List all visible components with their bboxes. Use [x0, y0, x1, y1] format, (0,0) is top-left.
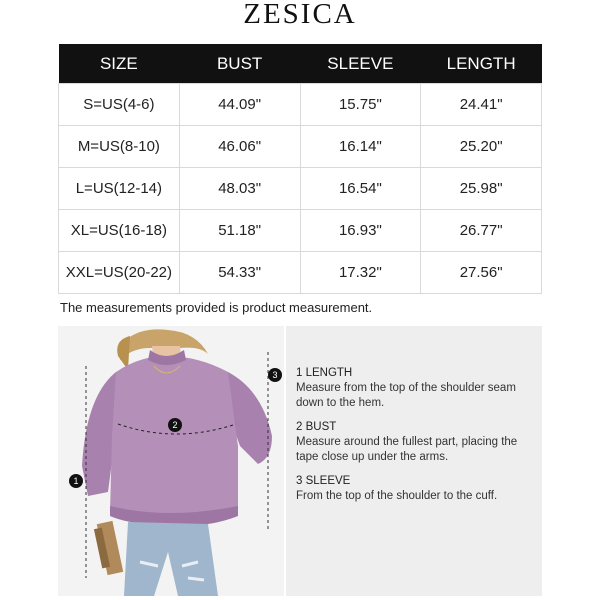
- cell-size: XXL=US(20-22): [59, 252, 180, 294]
- marker-1: 1: [69, 474, 83, 488]
- instruction-title: 3 SLEEVE: [296, 475, 351, 487]
- header-length: LENGTH: [421, 44, 542, 84]
- instruction-title: 2 BUST: [296, 421, 337, 433]
- cell-size: L=US(12-14): [59, 168, 180, 210]
- measurement-note: The measurements provided is product measurement.: [60, 300, 373, 315]
- cell-bust: 54.33": [179, 252, 300, 294]
- table-row: [59, 252, 542, 294]
- cell-sleeve: 17.32": [300, 252, 421, 294]
- cell-bust: 48.03": [179, 168, 300, 210]
- instructions-panel: [286, 326, 542, 596]
- table-row: [59, 168, 542, 210]
- cell-size: M=US(8-10): [59, 126, 180, 168]
- instruction-sleeve: [296, 474, 532, 504]
- instruction-text: Measure from the top of the shoulder seam down to the hem.: [296, 382, 516, 409]
- instruction-text: From the top of the shoulder to the cuff.: [296, 490, 498, 502]
- cell-bust: 46.06": [179, 126, 300, 168]
- size-chart-table: [58, 44, 542, 294]
- model-photo: [58, 326, 284, 596]
- cell-length: 25.98": [421, 168, 542, 210]
- instruction-length: [296, 366, 532, 411]
- brand-logo: ZESICA: [243, 0, 357, 30]
- cell-length: 26.77": [421, 210, 542, 252]
- table-row: [59, 210, 542, 252]
- header-bust: BUST: [179, 44, 300, 84]
- table-row: [59, 126, 542, 168]
- instruction-bust: [296, 420, 532, 465]
- cell-length: 24.41": [421, 84, 542, 126]
- cell-sleeve: 15.75": [300, 84, 421, 126]
- cell-sleeve: 16.14": [300, 126, 421, 168]
- marker-3: 3: [268, 368, 282, 382]
- cell-bust: 51.18": [179, 210, 300, 252]
- cell-length: 25.20": [421, 126, 542, 168]
- cell-size: S=US(4-6): [59, 84, 180, 126]
- header-size: SIZE: [59, 44, 180, 84]
- header-sleeve: SLEEVE: [300, 44, 421, 84]
- table-row: [59, 84, 542, 126]
- instruction-title: 1 LENGTH: [296, 367, 353, 379]
- cell-sleeve: 16.54": [300, 168, 421, 210]
- table-header-row: [59, 44, 542, 84]
- sweater-illustration: [58, 326, 284, 596]
- cell-bust: 44.09": [179, 84, 300, 126]
- marker-2: 2: [168, 418, 182, 432]
- cell-sleeve: 16.93": [300, 210, 421, 252]
- instruction-text: Measure around the fullest part, placing the tape close up under the arms.: [296, 436, 518, 463]
- cell-size: XL=US(16-18): [59, 210, 180, 252]
- cell-length: 27.56": [421, 252, 542, 294]
